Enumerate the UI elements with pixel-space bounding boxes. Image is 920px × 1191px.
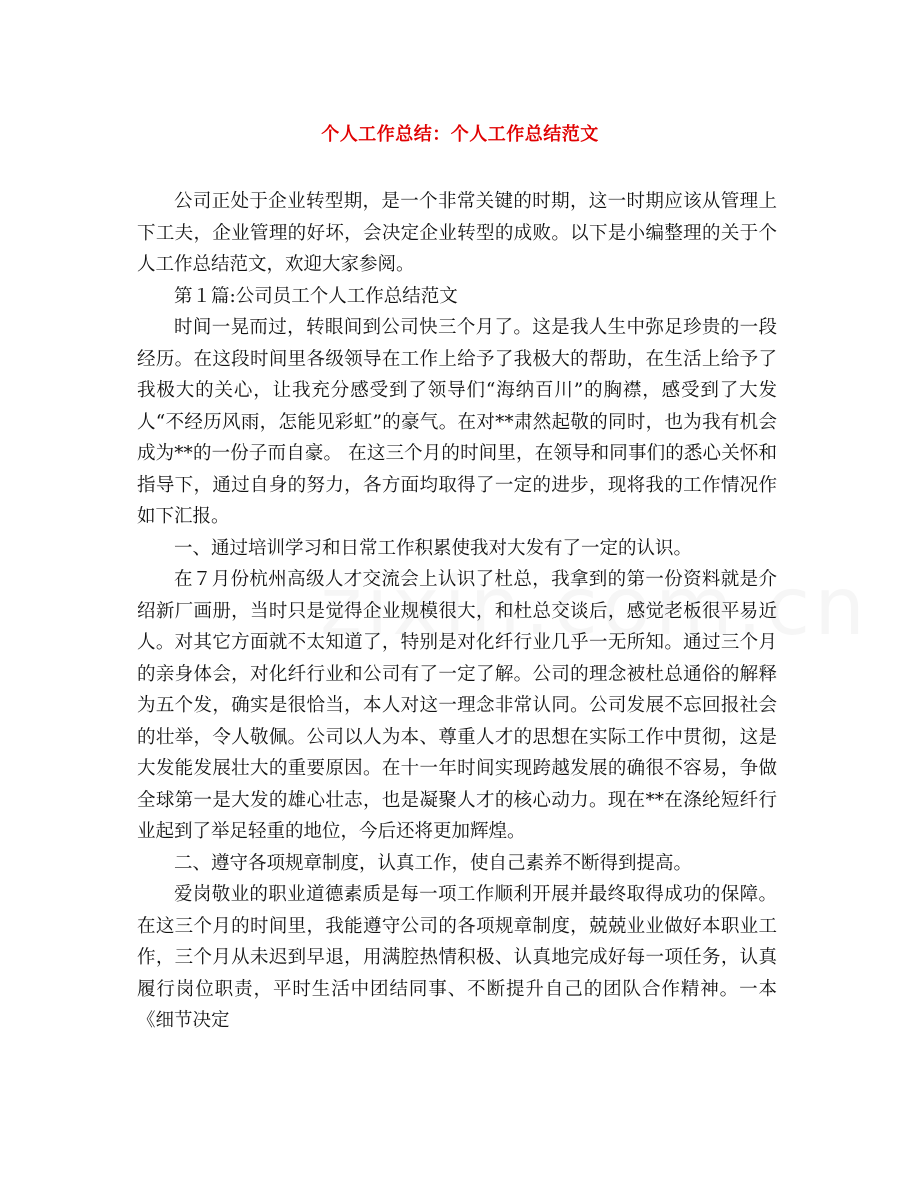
section-heading: 二、遵守各项规章制度，认真工作，使自己素养不断得到提高。: [174, 852, 693, 874]
intro-paragraph: 公司正处于企业转型期，是一个非常关键的时期，这一时期应该从管理上下工夫，企业管理的好坏，会决定企业转型的成败。以下是小编整理的关于个人工作总结范文，欢迎大家参阅。: [137, 191, 777, 275]
article-heading: 第１篇:公司员工个人工作总结范文: [174, 285, 458, 307]
body-paragraph: 时间一晃而过，转眼间到公司快三个月了。这是我人生中弥足珍贵的一段经历。在这段时间里各级领导在工作上给予了我极大的帮助，在生活上给予了我极大的关心，让我充分感受到了领导们“海纳百川”的胸襟，感受到了大发人“不经历风雨，怎能见彩虹”的豪气。在对**肃然起敬的同时，也为我有机会成为**的一份子而自豪。 在这三个月的时间里，在领导和同事们的悉心关怀和指导下，通过自身的努力，各方面均取得了一定的进步，现将我的工作情况作如下汇报。: [137, 317, 777, 527]
body-paragraph: 爱岗敬业的职业道德素质是每一项工作顺利开展并最终取得成功的保障。在这三个月的时间里，我能遵守公司的各项规章制度，兢兢业业做好本职业工作，三个月从未迟到早退，用满腔热情积极、认真地完成好每一项任务，认真履行岗位职责，平时生活中团结同事、不断提升自己的团队合作精神。一本《细节决定: [137, 884, 777, 1031]
document-body: [137, 186, 777, 1037]
document-title: 个人工作总结：个人工作总结范文: [321, 124, 599, 145]
body-paragraph: 在７月份杭州高级人才交流会上认识了杜总，我拿到的第一份资料就是介绍新厂画册，当时只是觉得企业规模很大，和杜总交谈后，感觉老板很平易近人。对其它方面就不太知道了，特别是对化纤行业几乎一无所知。通过三个月的亲身体会，对化纤行业和公司有了一定了解。公司的理念被杜总通俗的解释为五个发，确实是很恰当，本人对这一理念非常认同。公司发展不忘回报社会的壮举，令人敬佩。公司以人为本、尊重人才的思想在实际工作中贯彻，这是大发能发展壮大的重要原因。在十一年时间实现跨越发展的确很不容易，争做全球第一是大发的雄心壮志，也是凝聚人才的核心动力。现在**在涤纶短纤行业起到了举足轻重的地位，今后还将更加辉煌。: [137, 569, 777, 842]
section-heading: 一、通过培训学习和日常工作积累使我对大发有了一定的认识。: [174, 537, 693, 559]
